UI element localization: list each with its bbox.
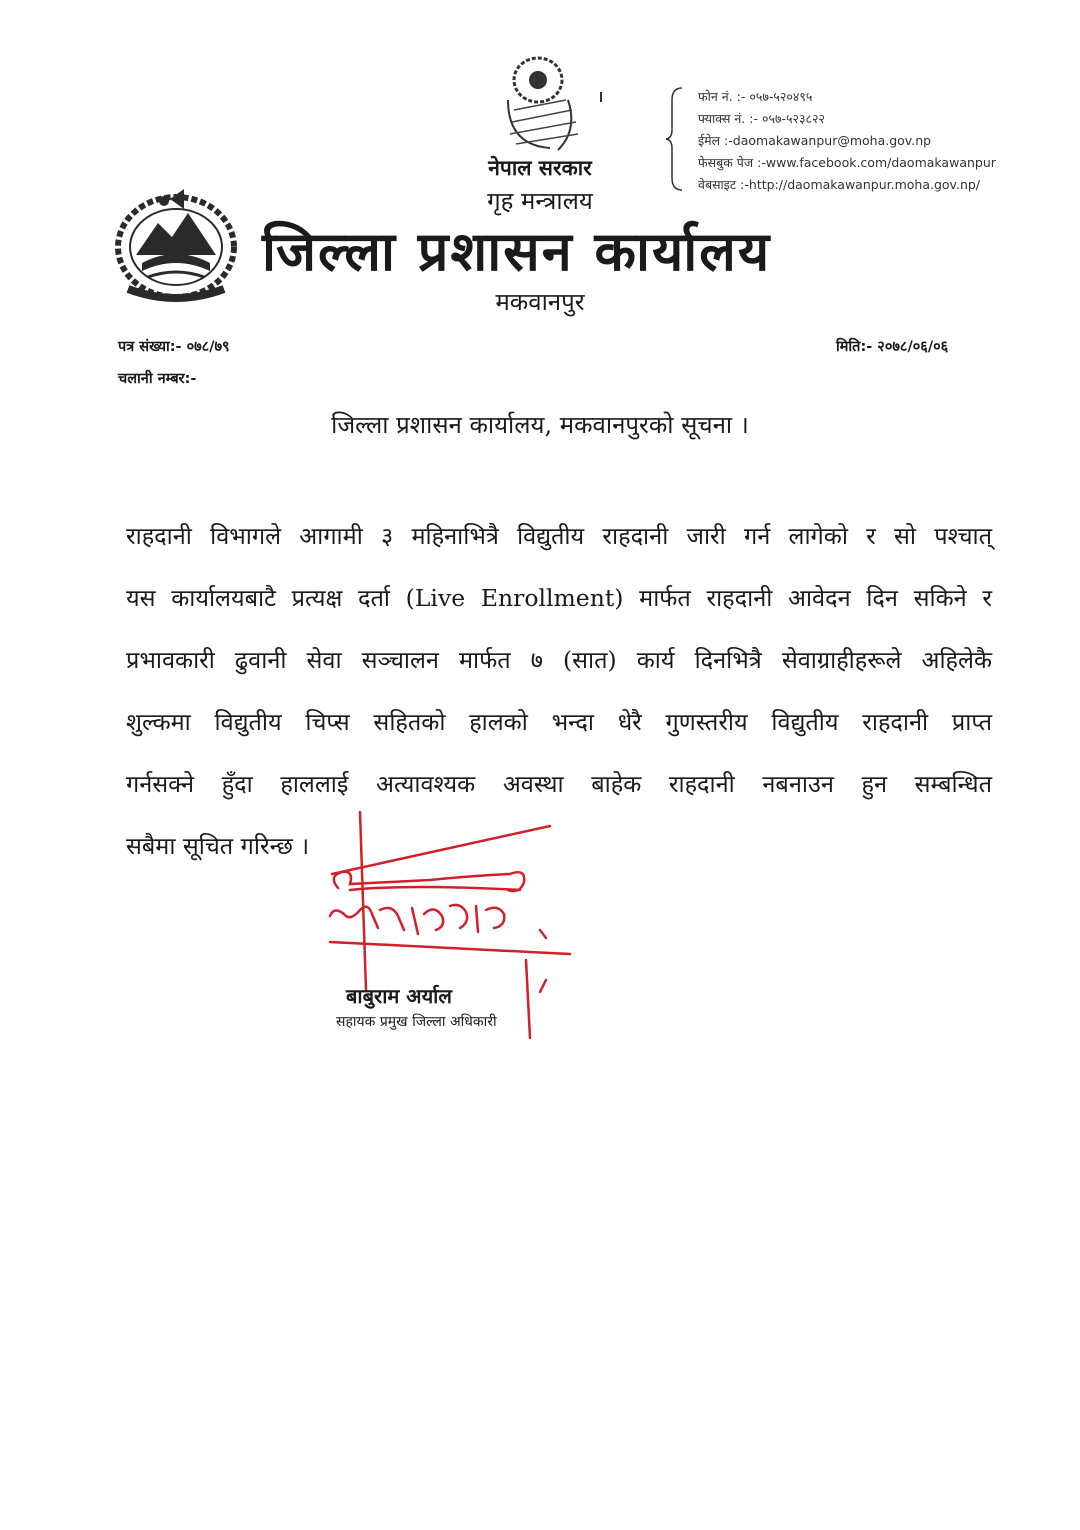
contact-fax: फ्याक्स नं. :- ०५७-५२३८२२ — [698, 111, 825, 126]
body-line: सबैमा सूचित गरिन्छ । — [126, 832, 310, 860]
government-name: नेपाल सरकार — [488, 155, 592, 180]
dispatch-number: चलानी नम्बर:- — [118, 371, 197, 387]
office-title: जिल्ला प्रशासन कार्यालय — [262, 220, 772, 283]
contact-facebook: फेसबुक पेज :-www.facebook.com/daomakawanpur — [698, 155, 996, 170]
ministry-name: गृह मन्त्रालय — [487, 187, 593, 215]
body-line: राहदानी विभागले आगामी ३ महिनाभित्रै विद्युतीय राहदानी जारी गर्न लागेको र सो पश्चात् — [126, 522, 992, 550]
body-line: गर्नसक्ने हुँदा हाललाई अत्यावश्यक अवस्था बाहेक राहदानी नबनाउन हुन सम्बन्धित — [126, 770, 992, 798]
body-line: प्रभावकारी ढुवानी सेवा सञ्चालन मार्फत ७ (सात) कार्य दिनभित्रै सेवाग्राहीहरूले अहिलेकै — [126, 646, 992, 674]
divider-tick — [600, 92, 602, 102]
signer-title: सहायक प्रमुख जिल्ला अधिकारी — [336, 1014, 497, 1030]
contact-brace-icon — [664, 86, 686, 192]
body-line: शुल्कमा विद्युतीय चिप्स सहितको हालको भन्दा धेरै गुणस्तरीय विद्युतीय राहदानी प्राप्त — [126, 708, 992, 736]
contact-website: वेबसाइट :-http://daomakawanpur.moha.gov.np/ — [698, 177, 981, 192]
body-line: यस कार्यालयबाटै प्रत्यक्ष दर्ता (Live Enrollment) मार्फत राहदानी आवेदन दिन सकिने र — [126, 584, 992, 612]
letter-number: पत्र संख्या:- ०७८/७९ — [118, 339, 230, 355]
nepal-emblem-icon — [108, 185, 244, 303]
letter-date: मिति:- २०७८/०६/०६ — [836, 339, 949, 355]
signer-name: बाबुराम अर्याल — [346, 984, 452, 1008]
notice-title: जिल्ला प्रशासन कार्यालय, मकवानपुरको सूचना । — [331, 411, 749, 439]
contact-phone: फोन नं. :- ०५७-५२०४९५ — [698, 89, 813, 104]
district-name: मकवानपुर — [495, 288, 585, 316]
contact-email: ईमेल :-daomakawanpur@moha.gov.np — [698, 133, 932, 148]
